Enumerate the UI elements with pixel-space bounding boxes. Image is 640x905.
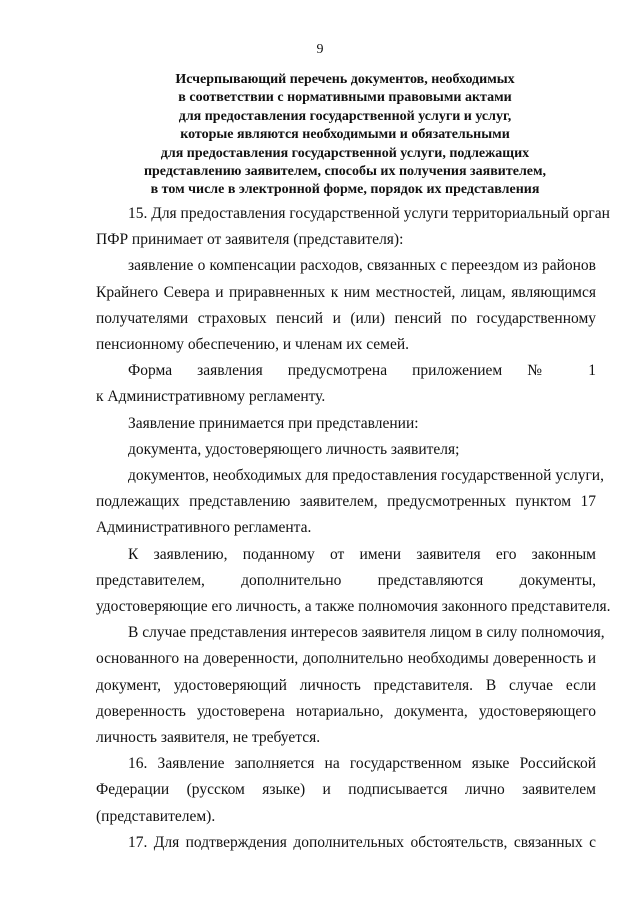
heading-line: в соответствии с нормативными правовыми актами [178,90,512,106]
text-line: документа, удостоверяющего личность заявителя; [128,440,460,458]
text-line: Форма заявления предусмотрена приложением № 1 [128,362,596,380]
body-text [96,201,611,856]
paragraph-accepted [96,411,596,437]
text-line: заявление о компенсации расходов, связанных с переездом из районов [128,257,596,275]
paragraph-form [96,358,596,410]
text-line: удостоверяющие его личность, а также полномочия законного представителя. [96,598,611,616]
text-line: В случае представления интересов заявителя лицом в силу полномочия, [128,624,605,642]
text-line: Федерации (русском языке) и подписывается лично заявителем [96,781,596,799]
text-line: 16. Заявление заполняется на государственном языке Российской [128,755,596,773]
paragraph-15 [96,201,610,253]
paragraph-17 [96,830,596,856]
text-line: представителем, дополнительно представляются документы, [96,571,596,589]
text-line: доверенность удостоверена нотариально, документа, удостоверяющего [96,702,596,720]
paragraph-16 [96,751,596,830]
text-line: Административного регламента. [96,519,312,537]
heading-line: Исчерпывающий перечень документов, необходимых [175,72,515,87]
heading-line: в том числе в электронной форме, порядок их представления [150,182,540,198]
text-line: Заявление принимается при представлении: [128,414,419,432]
page-number: 9 [316,42,324,57]
section-heading [80,71,610,200]
heading-line: для предоставления государственной услуги и услуг, [178,108,512,124]
heading-line: которые являются необходимыми и обязательными [180,127,510,143]
heading-line: представлению заявителем, способы их получения заявителем, [143,164,547,180]
text-line: (представителем). [96,807,216,825]
text-line: подлежащих представлению заявителем, предусмотренных пунктом 17 [96,493,596,511]
text-line: личность заявителя, не требуется. [96,729,321,747]
text-line: К заявлению, поданному от имени заявителя его законным [128,545,596,563]
paragraph-legal-representative [96,542,611,621]
paragraph-required-docs [96,463,604,542]
paragraph-application [96,253,596,358]
text-line: пенсионному обеспечению, и членам их семей. [96,336,409,354]
text-line: Крайнего Севера и приравненных к ним местностей, лицам, являющимся [96,283,596,301]
text-line: к Административному регламенту. [96,388,326,406]
heading-line: для предоставления государственной услуги, подлежащих [160,145,530,161]
text-line: документов, необходимых для предоставления государственной услуги, [128,467,604,485]
text-line: ПФР принимает от заявителя (представителя): [96,231,404,249]
text-line: 17. Для подтверждения дополнительных обстоятельств, связанных с [128,833,596,851]
paragraph-power-of-attorney [96,620,605,751]
text-line: документ, удостоверяющий личность представителя. В случае если [96,676,596,694]
paragraph-identity-doc [96,437,596,463]
text-line: получателями страховых пенсий и (или) пенсий по государственному [96,309,596,327]
text-line: 15. Для предоставления государственной услуги территориальный орган [128,205,610,222]
text-line: основанного на доверенности, дополнительно необходимы доверенность и [96,650,596,668]
